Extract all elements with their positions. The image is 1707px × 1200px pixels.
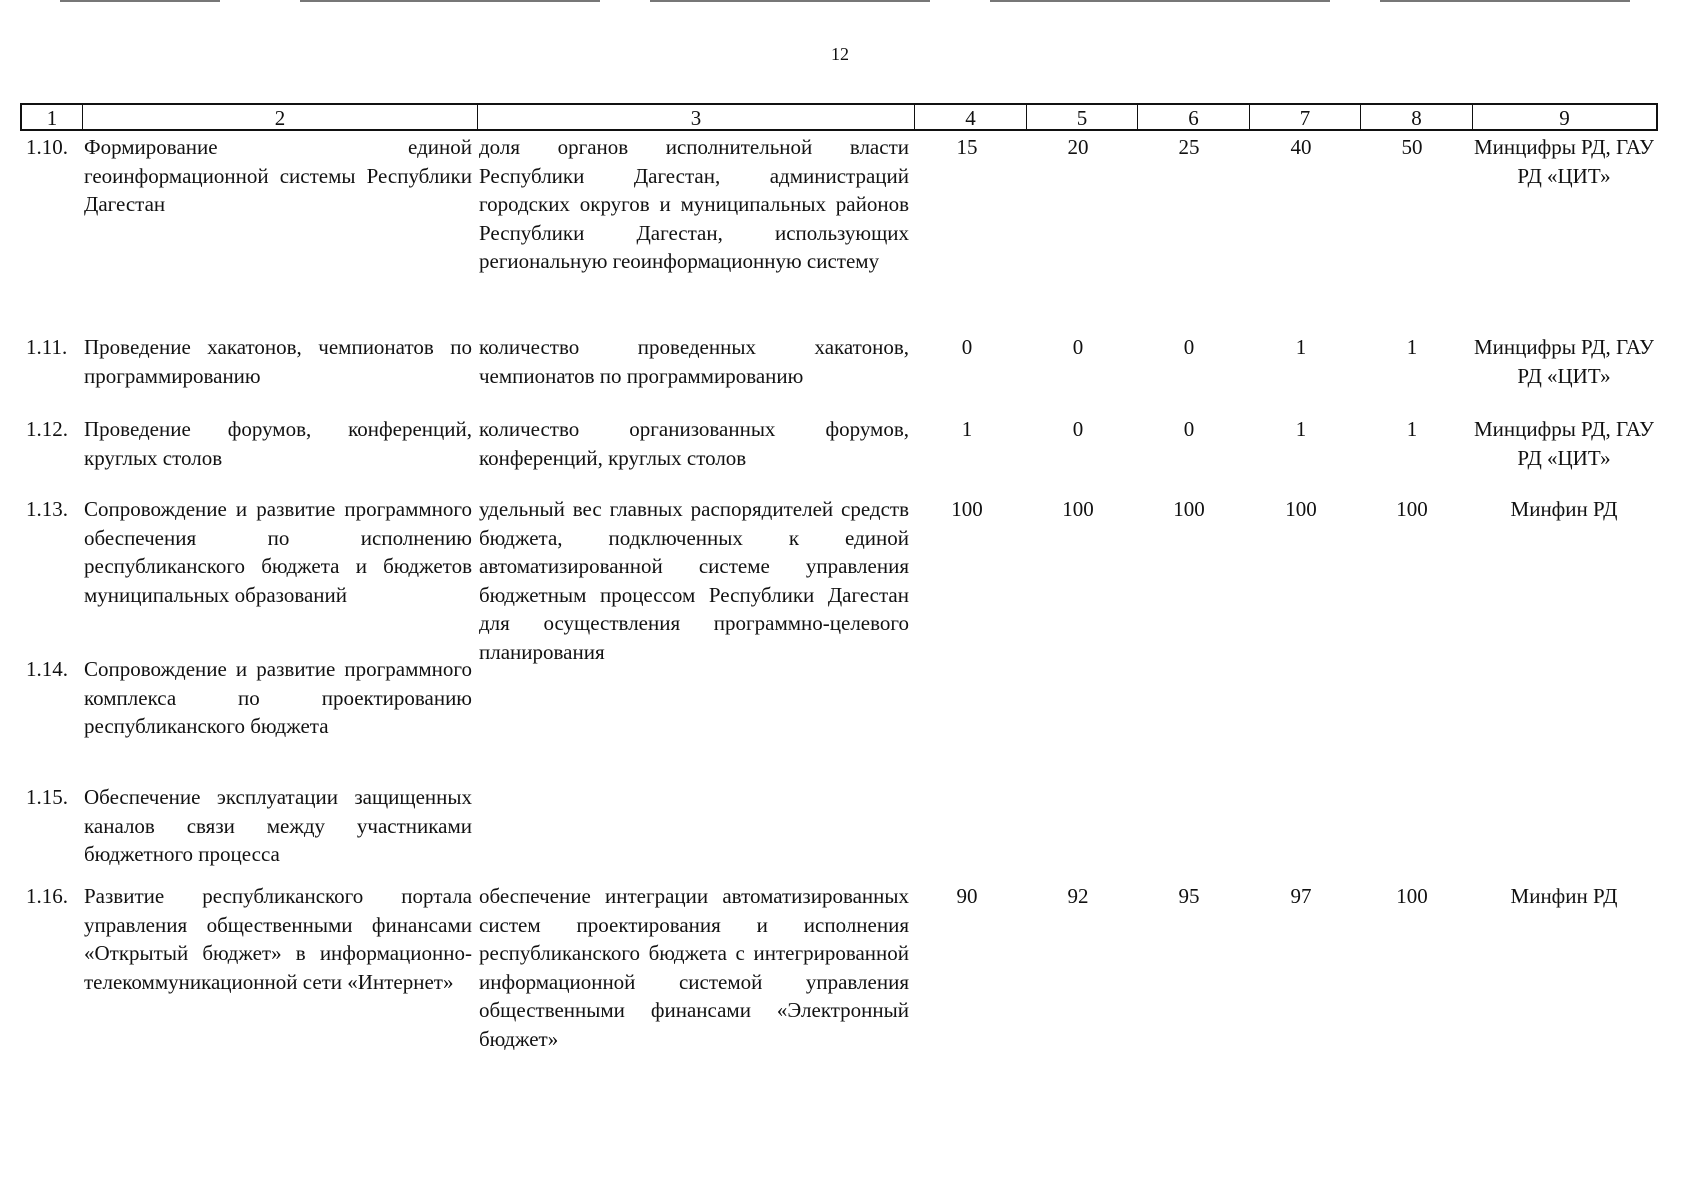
header-cell: 1 <box>46 106 58 130</box>
header-cell: 7 <box>1249 105 1360 129</box>
value-cell: 100 <box>1396 884 1428 908</box>
measure-name: Развитие республиканского портала управления общественными финансами «Открытый бюджет» в информационно-телекоммуникационной сети «Интернет» <box>84 884 472 994</box>
row-number: 1.16. <box>26 884 68 908</box>
indicator-text: доля органов исполнительной власти Республики Дагестан, администраций городских округов и муниципальных районов Республики Дагестан, использующих региональную геоинформационную систему <box>479 135 909 274</box>
header-cell: 4 <box>914 105 1026 129</box>
value-cell: 100 <box>1285 497 1317 521</box>
measure-name: Сопровождение и развитие программного обеспечения по исполнению республиканского бюджета и бюджетов муниципальных образований <box>84 497 472 607</box>
responsible-body: Минцифры РД, ГАУ РД «ЦИТ» <box>1473 335 1655 388</box>
value-cell: 40 <box>1290 135 1312 159</box>
scan-edge-mark <box>1380 0 1630 2</box>
scan-edge-mark <box>60 0 220 2</box>
indicator-text: обеспечение интеграции автоматизированных систем проектирования и исполнения республиканского бюджета с интегрированной информационной системой управления общественными финансами «Электронный бюджет» <box>479 884 909 1051</box>
row-number: 1.14. <box>26 657 68 681</box>
value-cell: 0 <box>1183 417 1195 441</box>
value-cell: 90 <box>956 884 978 908</box>
table-header-row <box>20 103 1658 131</box>
value-cell: 92 <box>1067 884 1089 908</box>
value-cell: 20 <box>1067 135 1089 159</box>
value-cell: 1 <box>1295 335 1307 359</box>
value-cell: 95 <box>1178 884 1200 908</box>
header-cell: 8 <box>1360 105 1472 129</box>
measure-name: Обеспечение эксплуатации защищенных каналов связи между участниками бюджетного процесса <box>84 785 472 867</box>
scan-edge-mark <box>300 0 600 2</box>
measure-name: Сопровождение и развитие программного комплекса по проектированию республиканского бюджета <box>84 657 472 739</box>
value-cell: 100 <box>1396 497 1428 521</box>
value-cell: 1 <box>961 417 973 441</box>
header-cell: 3 <box>477 105 914 129</box>
header-cell: 6 <box>1137 105 1249 129</box>
measure-name: Проведение хакатонов, чемпионатов по программированию <box>84 335 472 388</box>
indicator-text: количество организованных форумов, конференций, круглых столов <box>479 417 909 470</box>
value-cell: 1 <box>1295 417 1307 441</box>
indicator-text: количество проведенных хакатонов, чемпионатов по программированию <box>479 335 909 388</box>
page-number: 12 <box>831 44 849 64</box>
value-cell: 15 <box>956 135 978 159</box>
row-number: 1.15. <box>26 785 68 809</box>
value-cell: 50 <box>1401 135 1423 159</box>
row-number: 1.12. <box>26 417 68 441</box>
row-number: 1.11. <box>26 335 68 359</box>
value-cell: 0 <box>1072 417 1084 441</box>
header-cell: 9 <box>1472 105 1656 129</box>
row-number: 1.13. <box>26 497 68 521</box>
header-cell: 5 <box>1026 105 1137 129</box>
value-cell: 0 <box>1183 335 1195 359</box>
row-number: 1.10. <box>26 135 68 159</box>
value-cell: 25 <box>1178 135 1200 159</box>
value-cell: 100 <box>1173 497 1205 521</box>
responsible-body: Минфин РД <box>1510 497 1618 521</box>
measure-name: Формирование единой геоинформационной системы Республики Дагестан <box>84 135 472 217</box>
value-cell: 100 <box>951 497 983 521</box>
value-cell: 97 <box>1290 884 1312 908</box>
indicator-text: удельный вес главных распорядителей средств бюджета, подключенных к единой автоматизированной системе управления бюджетным процессом Республики Дагестан для осуществления программно-целевого планирования <box>479 497 909 664</box>
value-cell: 1 <box>1406 335 1418 359</box>
responsible-body: Минцифры РД, ГАУ РД «ЦИТ» <box>1473 135 1655 188</box>
responsible-body: Минцифры РД, ГАУ РД «ЦИТ» <box>1473 417 1655 470</box>
header-cell: 2 <box>82 105 477 129</box>
value-cell: 0 <box>961 335 973 359</box>
scan-edge-mark <box>650 0 930 2</box>
value-cell: 0 <box>1072 335 1084 359</box>
value-cell: 1 <box>1406 417 1418 441</box>
measure-name: Проведение форумов, конференций, круглых столов <box>84 417 472 470</box>
responsible-body: Минфин РД <box>1510 884 1618 908</box>
scan-edge-mark <box>990 0 1330 2</box>
value-cell: 100 <box>1062 497 1094 521</box>
